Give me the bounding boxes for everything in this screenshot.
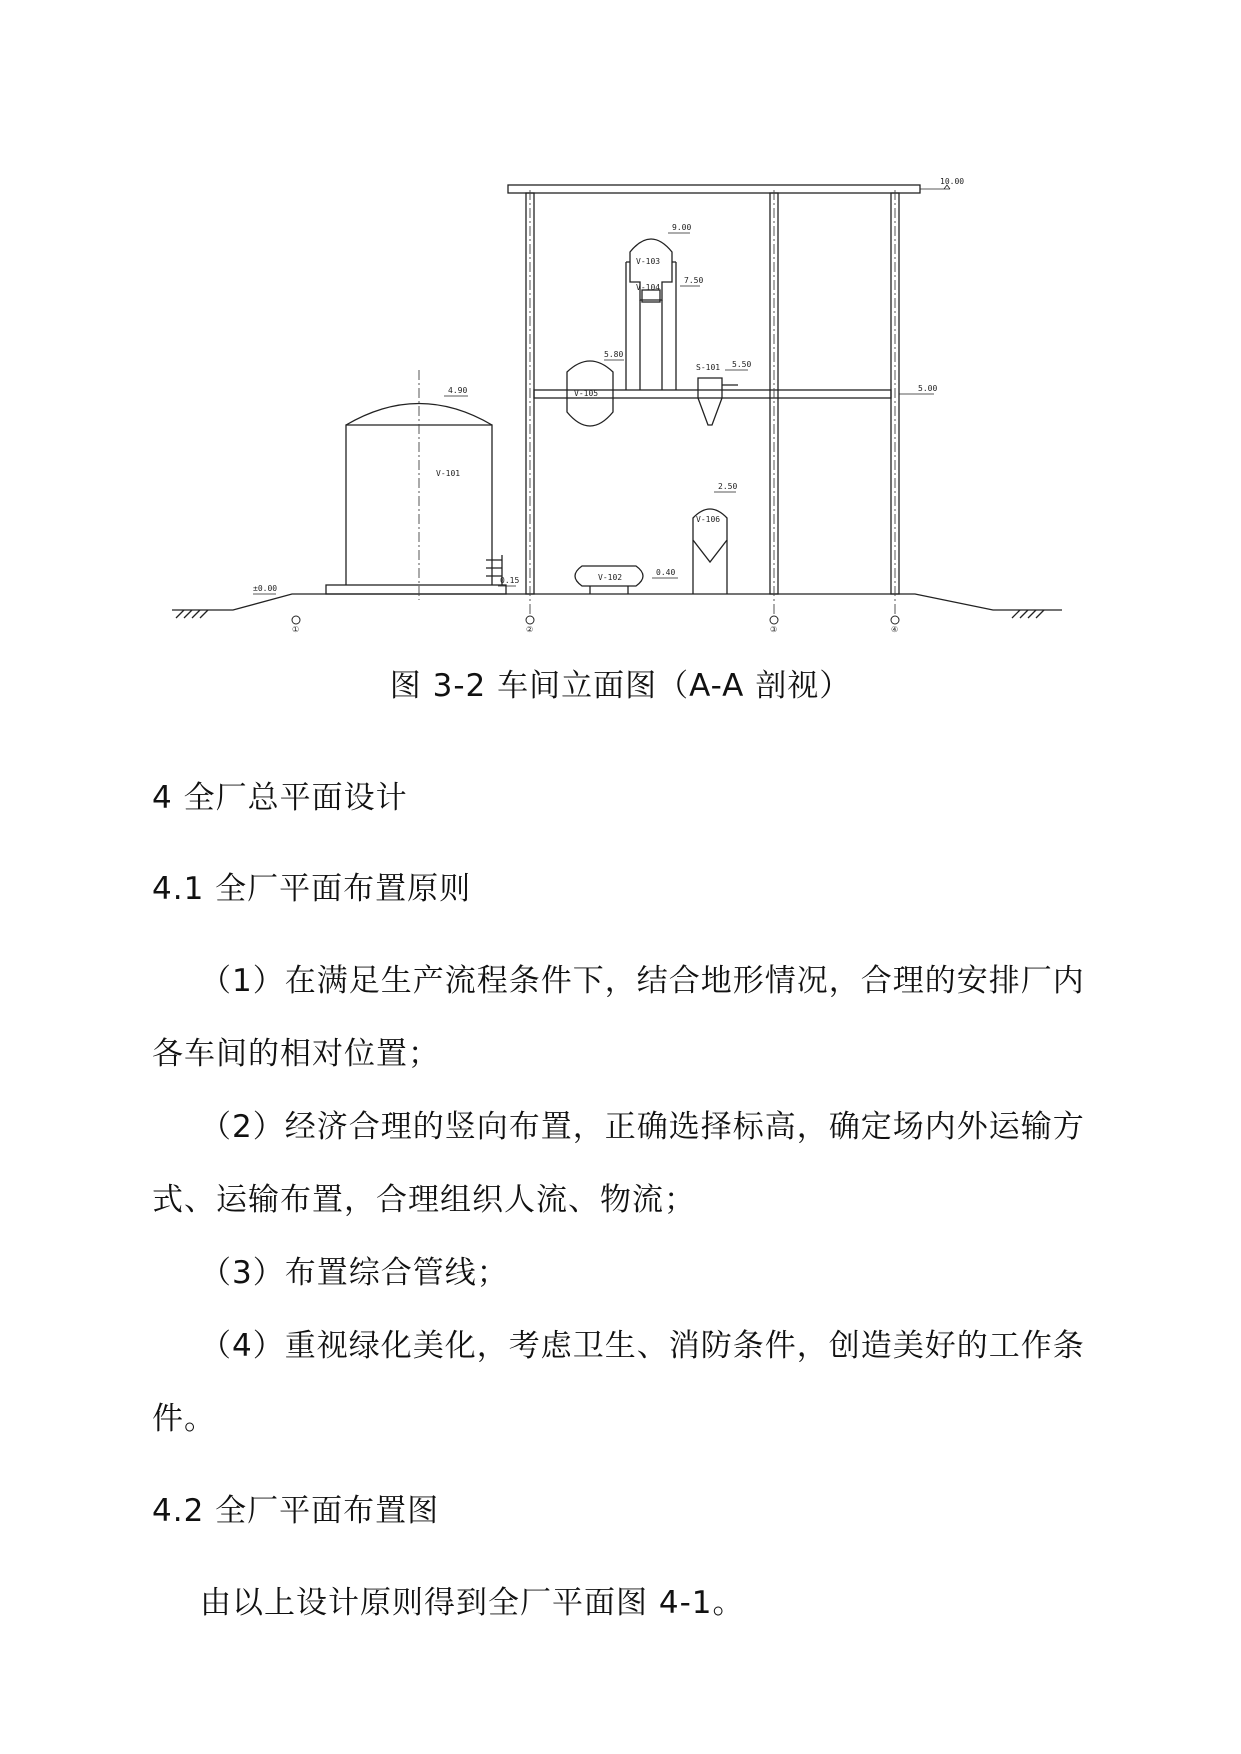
- elev-v104: 7.50: [684, 276, 704, 285]
- axis-label-3: ③: [770, 625, 778, 634]
- elev-floor2: 5.00: [918, 384, 938, 393]
- label-v106: V-106: [696, 515, 721, 524]
- roof-beam: [508, 185, 920, 193]
- v103-legs: [626, 262, 676, 390]
- ground-hatch-right: [1012, 610, 1044, 618]
- axis-bubble-1: [292, 616, 300, 624]
- label-v102: V-102: [598, 573, 623, 582]
- elev-v106: 2.50: [718, 482, 738, 491]
- axis-label-4: ④: [891, 625, 899, 634]
- paragraph-3: （3）布置综合管线；: [200, 1255, 509, 1291]
- elevation-drawing: [0, 0, 1241, 660]
- v102-legs: [590, 586, 628, 594]
- elev-v101-base: 0.15: [500, 576, 520, 585]
- v106-legs: [693, 540, 727, 594]
- elev-v103: 9.00: [672, 223, 692, 232]
- axis-bubble-2: [526, 616, 534, 624]
- elev-s101: 5.50: [732, 360, 752, 369]
- paragraph-1-line-1: （1）在满足生产流程条件下，结合地形情况，合理的安排厂内: [200, 963, 1085, 999]
- paragraph-2-line-2: 式、运输布置，合理组织人流、物流；: [152, 1182, 696, 1218]
- axis-bubble-3: [770, 616, 778, 624]
- label-v105: V-105: [574, 389, 599, 398]
- label-v103: V-103: [636, 257, 661, 266]
- label-s101: S-101: [696, 363, 721, 372]
- elev-v101-top: 4.90: [448, 386, 468, 395]
- s101-separator: [698, 378, 738, 425]
- elev-ground: ±0.00: [253, 584, 278, 593]
- paragraph-4-line-1: （4）重视绿化美化，考虑卫生、消防条件，创造美好的工作条: [200, 1328, 1085, 1364]
- axis-bubble-4: [891, 616, 899, 624]
- heading-section-4: 4 全厂总平面设计: [152, 780, 408, 816]
- elev-v105: 5.80: [604, 350, 624, 359]
- axis-label-1: ①: [292, 625, 300, 634]
- elevation-svg: [0, 0, 1241, 660]
- heading-section-4-1: 4.1 全厂平面布置原则: [152, 871, 472, 907]
- label-v104: V-104: [636, 283, 661, 292]
- ground-hatch-left: [176, 610, 208, 618]
- axis-label-2: ②: [526, 625, 534, 634]
- elev-roof: 10.00: [940, 177, 965, 186]
- paragraph-1-line-2: 各车间的相对位置；: [152, 1036, 440, 1072]
- v101-base: [326, 585, 506, 594]
- paragraph-5: 由以上设计原则得到全厂平面图 4-1。: [200, 1585, 745, 1621]
- label-v101: V-101: [436, 469, 461, 478]
- paragraph-4-line-2: 件。: [152, 1401, 216, 1437]
- heading-section-4-2: 4.2 全厂平面布置图: [152, 1493, 440, 1529]
- paragraph-2-line-1: （2）经济合理的竖向布置，正确选择标高，确定场内外运输方: [200, 1109, 1085, 1145]
- figure-caption: 图 3-2 车间立面图（A-A 剖视）: [389, 668, 852, 704]
- ground-line: [172, 594, 1062, 610]
- axis-labels: [292, 625, 898, 634]
- elev-v102: 0.40: [656, 568, 676, 577]
